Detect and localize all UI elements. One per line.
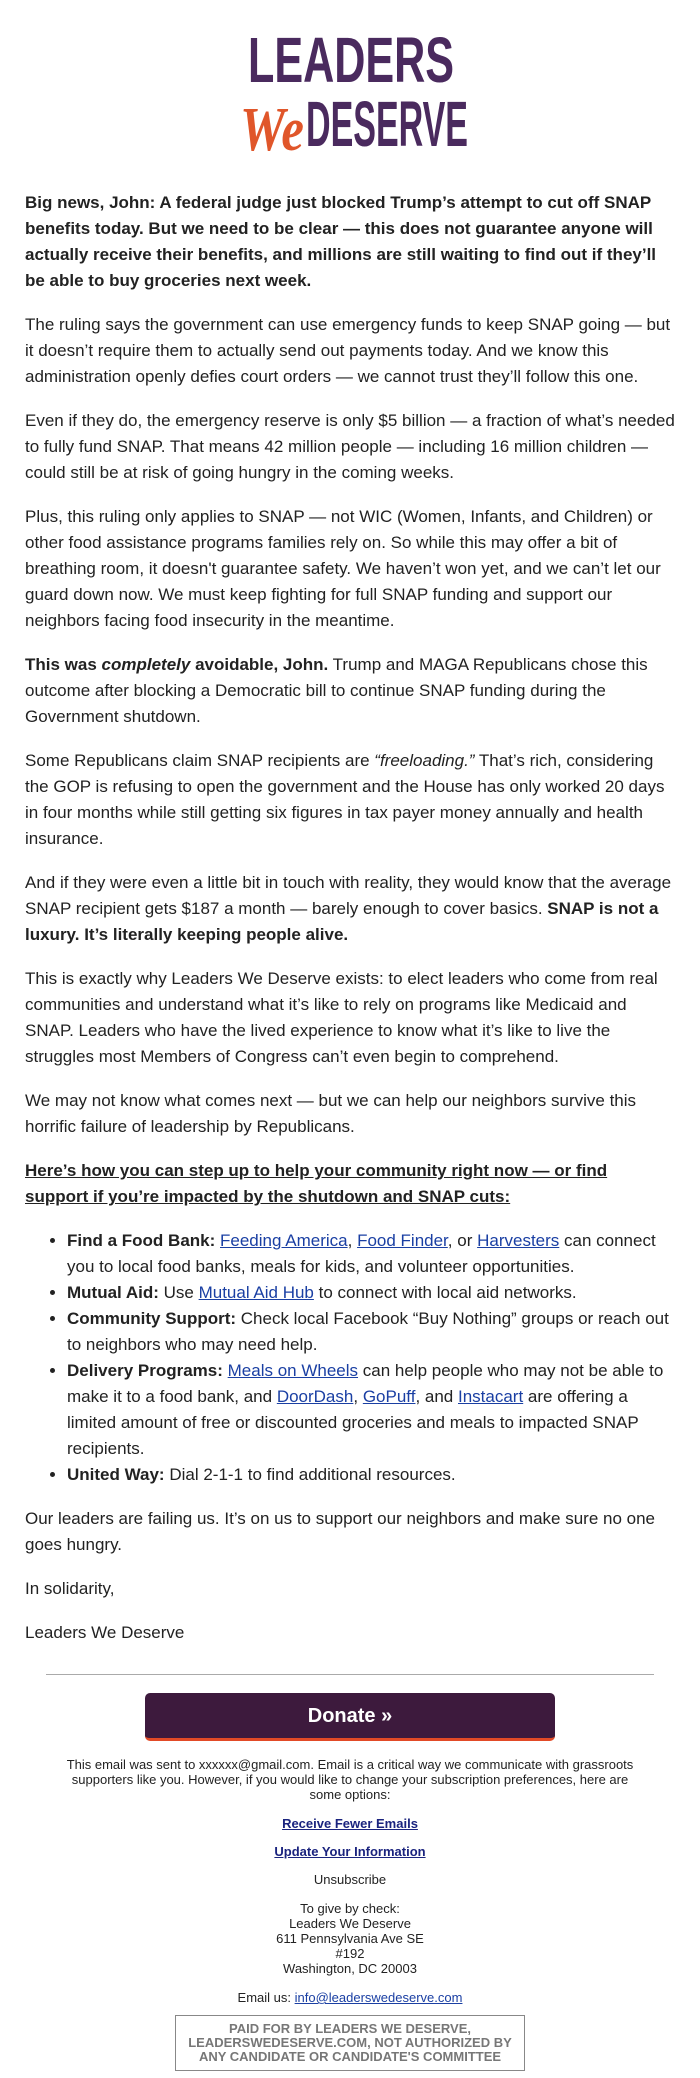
check-line-5: Washington, DC 20003	[283, 1961, 417, 1976]
help-heading: Here’s how you can step up to help your community right now — or find support if you’re impacted by the shutdown and SNAP cuts:	[25, 1161, 608, 1206]
receive-fewer-emails-link[interactable]: Receive Fewer Emails	[282, 1816, 418, 1831]
logo-word-leaders: LEADERS	[248, 24, 454, 96]
paragraph-average-snap: And if they were even a little bit in touch with reality, they would know that the average SNAP recipient gets $187 a month — barely enough to cover basics. SNAP is not a luxury. It’s literally keeping people alive.	[25, 873, 672, 944]
paragraph-wic: Plus, this ruling only applies to SNAP — not WIC (Women, Infants, and Children) or other food assistance programs families rely on. So while this may offer a bit of breathing room, it doesn't guarantee safety. We haven’t won yet, and we can’t let our guard down now. We must keep fighting for full SNAP funding and support our neighbors facing food insecurity in the meantime.	[25, 507, 661, 630]
gopuff-link[interactable]: GoPuff	[362, 1387, 416, 1406]
email-footer	[25, 1757, 675, 2071]
paragraph-ruling: The ruling says the government can use emergency funds to keep SNAP going — but it doesn’t require them to actually send out payments today. And we know this administration openly defies court orders — we cannot trust they’ll follow this one.	[25, 315, 671, 386]
paragraph-freeloading: Some Republicans claim SNAP recipients are “freeloading.” That’s rich, considering the GOP is refusing to open the government and the House has only worked 20 days in four months while still getting six figures in tax payer money annually and health insurance.	[25, 751, 665, 848]
list-item-delivery: • Delivery Programs: Meals on Wheels can help people who may not be able to make it to a food bank, and DoorDash, GoPuff, and Instacart are offering a limited amount of free or discounted groceries and meals to impacted SNAP recipients.	[67, 1358, 675, 1462]
paragraph-mission: This is exactly why Leaders We Deserve exists: to elect leaders who come from real communities and understand what it’s like to rely on programs like Medicaid and SNAP. Leaders who have the lived experience to know what it’s like to live the struggles most Members of Congress can’t even begin to comprehend.	[25, 969, 658, 1066]
signoff: In solidarity,	[25, 1579, 115, 1598]
update-information-link[interactable]: Update Your Information	[274, 1844, 426, 1859]
paragraph-next: We may not know what comes next — but we can help our neighbors survive this horrific failure of leadership by Republicans.	[25, 1091, 637, 1136]
logo-word-we: We	[240, 96, 304, 160]
doordash-link[interactable]: DoorDash	[276, 1387, 354, 1406]
signature: Leaders We Deserve	[25, 1623, 185, 1642]
contact-email-link[interactable]: info@leaderswedeserve.com	[294, 1990, 463, 2005]
list-item-united-way: • United Way: Dial 2-1-1 to find additional resources.	[67, 1462, 675, 1488]
list-item-community-support: • Community Support: Check local Facebook “Buy Nothing” groups or reach out to neighbors who may need help.	[67, 1306, 675, 1358]
check-line-3: 611 Pennsylvania Ave SE	[276, 1931, 424, 1946]
instacart-link[interactable]: Instacart	[458, 1387, 524, 1406]
resource-list	[25, 1228, 675, 1488]
check-line-2: Leaders We Deserve	[289, 1916, 411, 1931]
meals-on-wheels-link[interactable]: Meals on Wheels	[227, 1361, 359, 1380]
paragraph-reserve: Even if they do, the emergency reserve is only $5 billion — a fraction of what’s needed to fully fund SNAP. That means 42 million people — including 16 million children — could still be at risk of going hungry in the coming weeks.	[25, 411, 675, 482]
check-line-1: To give by check:	[300, 1901, 400, 1916]
paid-for-disclaimer: PAID FOR BY LEADERS WE DESERVE, LEADERSWEDESERVE.COM, NOT AUTHORIZED BY ANY CANDIDATE OR CANDIDATE'S COMMITTEE	[175, 2015, 525, 2071]
footer-email-line: Email us: info@leaderswedeserve.com	[237, 1990, 463, 2005]
list-item-mutual-aid: • Mutual Aid: Use Mutual Aid Hub to connect with local aid networks.	[67, 1280, 675, 1306]
logo-word-deserve: DESERVE	[306, 88, 468, 160]
unsubscribe-link[interactable]: Unsubscribe	[313, 1872, 387, 1887]
paragraph-avoidable: This was completely avoidable, John. Trump and MAGA Republicans chose this outcome after blocking a Democratic bill to continue SNAP funding during the Government shutdown.	[25, 655, 648, 726]
food-finder-link[interactable]: Food Finder	[357, 1231, 448, 1250]
list-item-food-bank: • Find a Food Bank: Feeding America, Food Finder, or Harvesters can connect you to local food banks, meals for kids, and volunteer opportunities.	[67, 1228, 675, 1280]
donate-button[interactable]: Donate »	[145, 1693, 555, 1741]
email-body	[25, 190, 675, 1646]
feeding-america-link[interactable]: Feeding America	[220, 1231, 348, 1250]
mutual-aid-hub-link[interactable]: Mutual Aid Hub	[198, 1283, 314, 1302]
brand-logo	[0, 0, 700, 160]
harvesters-link[interactable]: Harvesters	[477, 1231, 560, 1250]
footer-notice: This email was sent to xxxxxx@gmail.com. Email is a critical way we communicate with grassroots supporters like you. However, if you would like to change your subscription preferences, here are some options:	[66, 1757, 634, 1802]
footer-divider	[46, 1674, 654, 1675]
lead-paragraph: Big news, John: A federal judge just blocked Trump’s attempt to cut off SNAP benefits today. But we need to be clear — this does not guarantee anyone will actually receive their benefits, and millions are still waiting to find out if they’ll be able to buy groceries next week.	[25, 193, 657, 290]
check-line-4: #192	[335, 1946, 365, 1961]
paragraph-closing: Our leaders are failing us. It’s on us to support our neighbors and make sure no one goes hungry.	[25, 1509, 656, 1554]
